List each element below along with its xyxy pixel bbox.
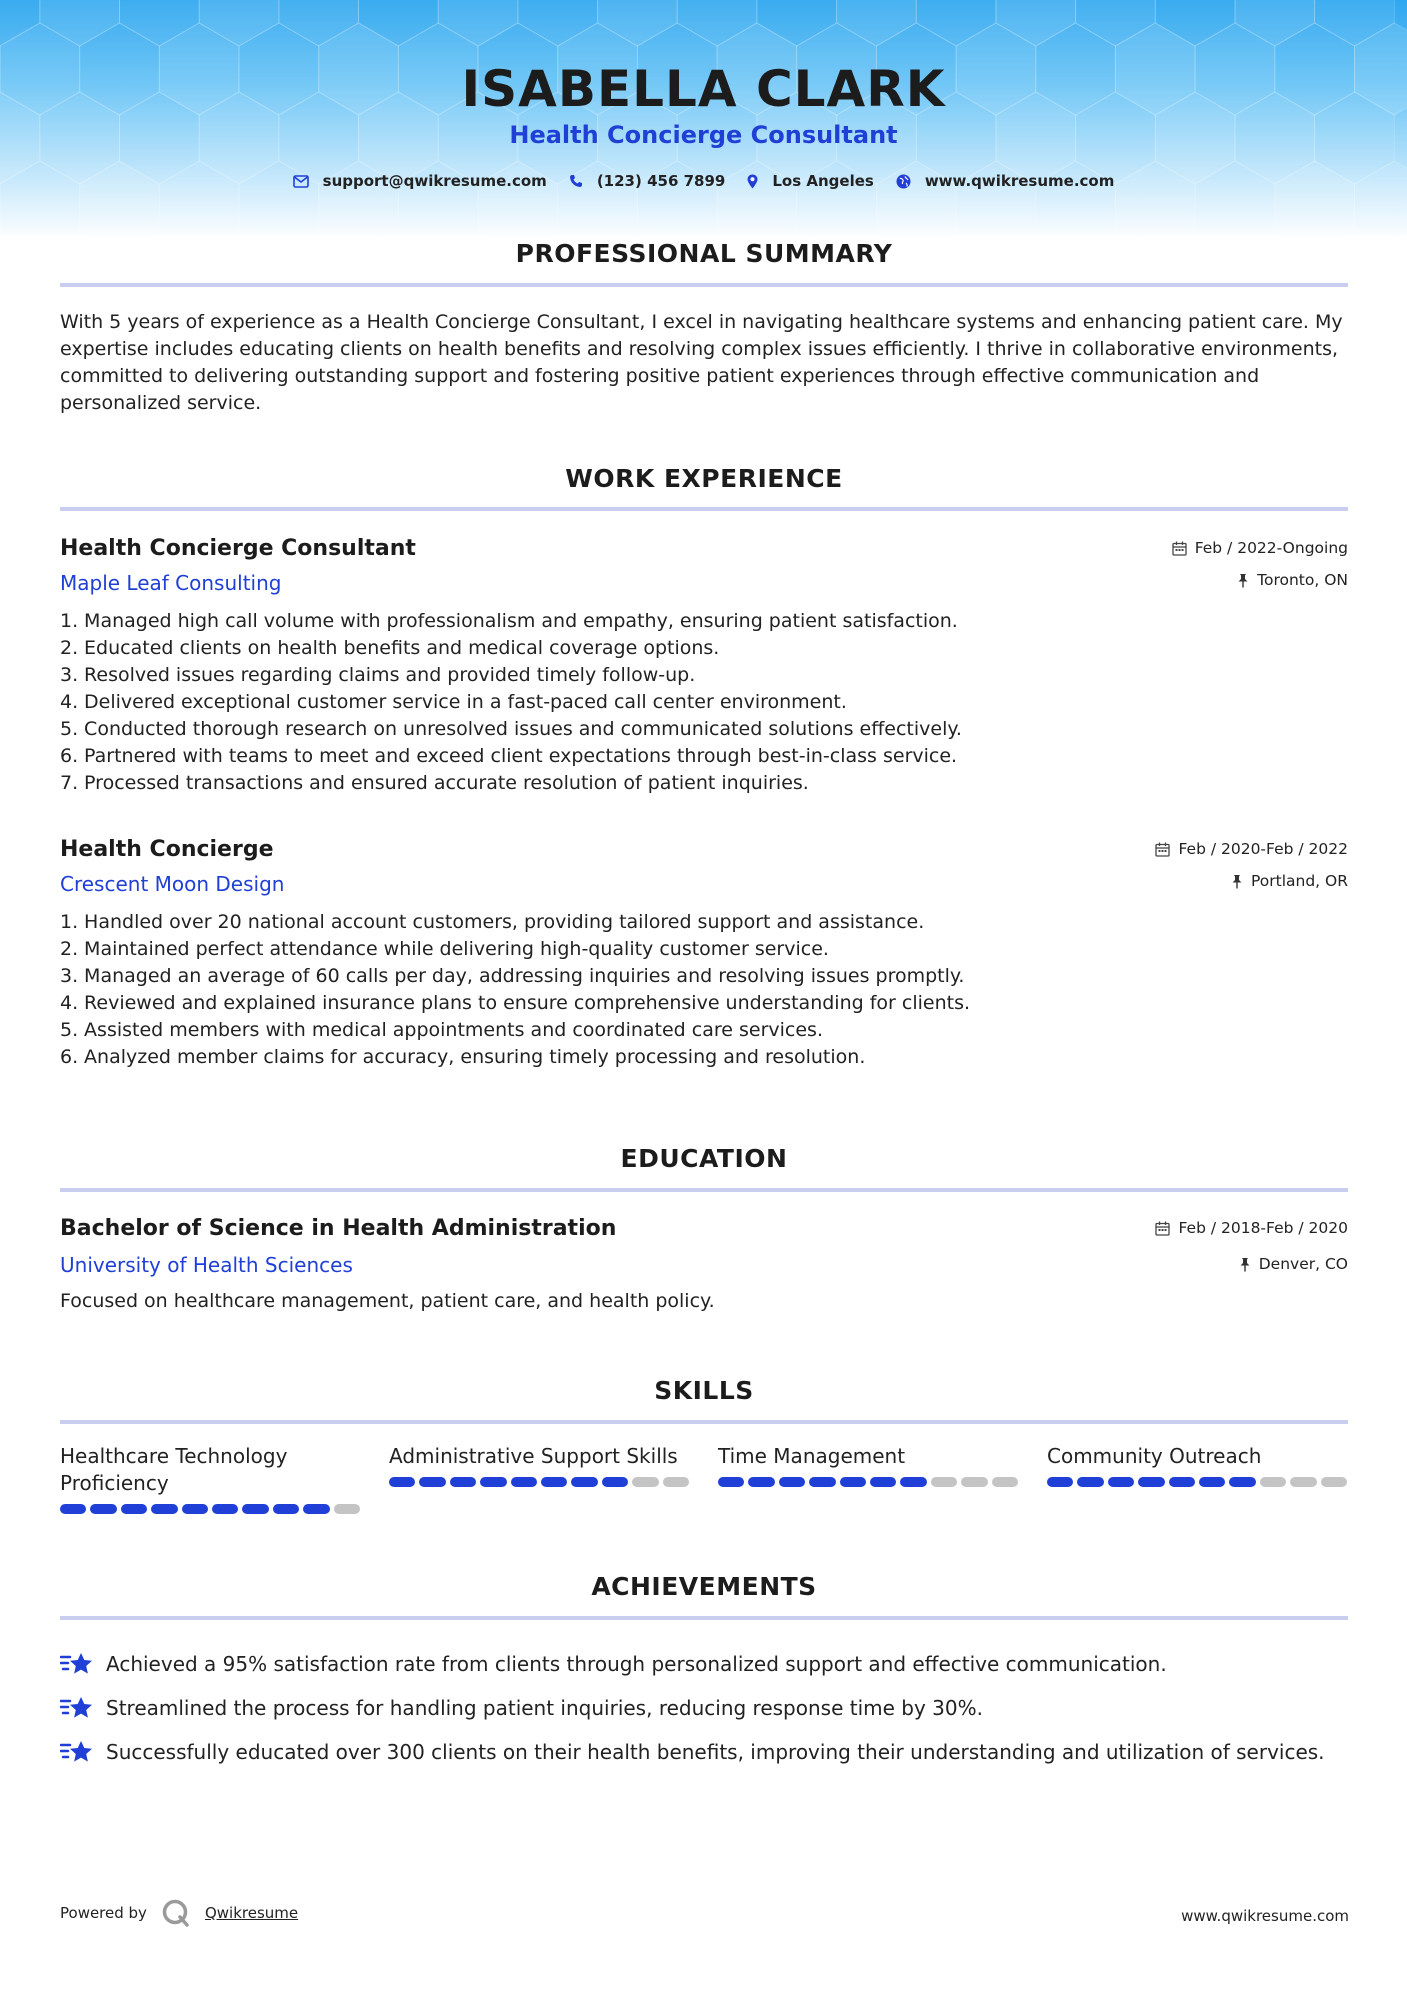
skill-segment-filled — [1077, 1477, 1103, 1487]
skill-name: Community Outreach — [1047, 1444, 1262, 1468]
header-background — [0, 0, 1407, 240]
list-item: 3. Managed an average of 60 calls per day, addressing inquiries and resolving issues promptly. — [60, 965, 965, 987]
footer-url[interactable]: www.qwikresume.com — [1181, 1907, 1349, 1925]
skill-level-bar — [389, 1477, 689, 1487]
summary-heading: PROFESSIONAL SUMMARY — [515, 239, 893, 268]
skill-segment-filled — [900, 1477, 926, 1487]
experience-divider — [60, 507, 1348, 511]
skill-segment-empty — [931, 1477, 957, 1487]
list-item: 4. Delivered exceptional customer service in a fast-paced call center environment. — [60, 691, 847, 713]
skill-segment-filled — [748, 1477, 774, 1487]
education-location-text: Denver, CO — [1258, 1255, 1348, 1273]
job-company: Crescent Moon Design — [60, 872, 285, 896]
job-meta — [1155, 833, 1348, 897]
job-entry — [60, 532, 1348, 797]
skill-segment-filled — [602, 1477, 628, 1487]
achievement-item — [60, 1730, 1350, 1774]
job-bullets — [60, 909, 1348, 1071]
pushpin-icon — [1239, 1257, 1251, 1272]
list-item: 1. Managed high call volume with professionalism and empathy, ensuring patient satisfaction. — [60, 610, 958, 632]
experience-heading: WORK EXPERIENCE — [565, 464, 843, 493]
job-dates — [1155, 833, 1348, 865]
job-location-text: Toronto, ON — [1257, 571, 1348, 589]
map-marker-icon — [747, 174, 758, 189]
skill-segment-empty — [632, 1477, 658, 1487]
achievement-text: Achieved a 95% satisfaction rate from clients through personalized support and effective communication. — [106, 1652, 1167, 1676]
achievements-divider — [60, 1616, 1348, 1620]
candidate-name: ISABELLA CLARK — [461, 60, 946, 118]
achievement-item — [60, 1642, 1350, 1686]
skill-segment-filled — [1229, 1477, 1255, 1487]
skill-segment-filled — [511, 1477, 537, 1487]
education-location — [1155, 1248, 1348, 1280]
skill-item — [718, 1443, 1018, 1514]
skill-level-bar — [1047, 1477, 1347, 1487]
skill-segment-filled — [389, 1477, 415, 1487]
star-icon — [60, 1738, 94, 1766]
calendar-icon — [1155, 842, 1170, 857]
skill-segment-filled — [870, 1477, 896, 1487]
skill-item — [60, 1443, 360, 1514]
skills-grid — [60, 1443, 1350, 1514]
brand-link[interactable]: Qwikresume — [204, 1904, 299, 1922]
skill-name: Administrative Support Skills — [389, 1444, 678, 1468]
job-dates — [1172, 532, 1348, 564]
summary-text: With 5 years of experience as a Health Concierge Consultant, I excel in navigating healthcare systems and enhancing patient care. My expertise includes educating clients on health benefits and resolving complex issues efficiently. I thrive in collaborative environments, committed to delivering outstanding support and fostering positive patient experiences through effective communication and personalized service. — [60, 311, 1343, 414]
location-text: Los Angeles — [772, 172, 874, 190]
skill-item — [389, 1443, 689, 1514]
skill-segment-empty — [334, 1504, 360, 1514]
job-dates-text: Feb / 2020-Feb / 2022 — [1178, 840, 1348, 858]
list-item: 5. Conducted thorough research on unresolved issues and communicated solutions effectively. — [60, 718, 962, 740]
star-icon — [60, 1650, 94, 1678]
powered-by-text: Powered by — [60, 1904, 147, 1922]
education-dates — [1155, 1212, 1348, 1244]
skills-divider — [60, 1420, 1348, 1424]
candidate-role: Health Concierge Consultant — [509, 121, 898, 149]
list-item: 6. Analyzed member claims for accuracy, ensuring timely processing and resolution. — [60, 1046, 866, 1068]
qwikresume-logo-icon — [161, 1898, 191, 1928]
education-dates-text: Feb / 2018-Feb / 2020 — [1178, 1219, 1348, 1237]
contact-phone[interactable] — [569, 172, 726, 190]
skill-segment-filled — [303, 1504, 329, 1514]
list-item: 2. Maintained perfect attendance while delivering high-quality customer service. — [60, 938, 829, 960]
school-name: University of Health Sciences — [60, 1253, 353, 1277]
calendar-icon — [1172, 541, 1187, 556]
contact-website[interactable] — [896, 172, 1115, 190]
phone-icon — [569, 174, 583, 188]
job-bullets — [60, 608, 1348, 797]
skill-segment-filled — [242, 1504, 268, 1514]
skill-segment-filled — [480, 1477, 506, 1487]
job-meta — [1172, 532, 1348, 596]
email-text: support@qwikresume.com — [322, 172, 547, 190]
star-icon — [60, 1694, 94, 1722]
skill-segment-filled — [541, 1477, 567, 1487]
skill-segment-filled — [1108, 1477, 1134, 1487]
envelope-icon — [293, 175, 309, 188]
list-item: 6. Partnered with teams to meet and exceed client expectations through best-in-class service. — [60, 745, 958, 767]
skill-segment-empty — [1260, 1477, 1286, 1487]
skills-heading: SKILLS — [654, 1376, 754, 1405]
skill-segment-empty — [1290, 1477, 1316, 1487]
skill-segment-filled — [1047, 1477, 1073, 1487]
list-item: 3. Resolved issues regarding claims and provided timely follow-up. — [60, 664, 696, 686]
skill-segment-filled — [182, 1504, 208, 1514]
skill-segment-filled — [809, 1477, 835, 1487]
skill-segment-filled — [419, 1477, 445, 1487]
skill-segment-filled — [1199, 1477, 1225, 1487]
skill-segment-filled — [151, 1504, 177, 1514]
job-title: Health Concierge — [60, 837, 274, 862]
skill-segment-filled — [571, 1477, 597, 1487]
phone-text: (123) 456 7899 — [596, 172, 726, 190]
job-company: Maple Leaf Consulting — [60, 571, 282, 595]
list-item: 1. Handled over 20 national account customers, providing tailored support and assistance. — [60, 911, 925, 933]
globe-icon — [896, 174, 911, 189]
calendar-icon — [1155, 1221, 1170, 1236]
pushpin-icon — [1237, 573, 1249, 588]
skill-segment-filled — [60, 1504, 86, 1514]
education-meta — [1155, 1212, 1348, 1280]
job-entry — [60, 833, 1348, 1071]
list-item: 7. Processed transactions and ensured accurate resolution of patient inquiries. — [60, 772, 809, 794]
degree-title: Bachelor of Science in Health Administration — [60, 1216, 617, 1241]
skill-item — [1047, 1443, 1347, 1514]
skill-segment-empty — [663, 1477, 689, 1487]
skill-level-bar — [60, 1504, 360, 1514]
achievements-heading: ACHIEVEMENTS — [591, 1572, 817, 1601]
skill-segment-filled — [90, 1504, 116, 1514]
job-location — [1172, 564, 1348, 596]
skill-segment-filled — [450, 1477, 476, 1487]
contact-location — [747, 172, 873, 190]
job-dates-text: Feb / 2022-Ongoing — [1194, 539, 1348, 557]
hexagon-pattern — [0, 0, 1407, 240]
skill-level-bar — [718, 1477, 1018, 1487]
list-item: 2. Educated clients on health benefits and medical coverage options. — [60, 637, 720, 659]
skill-name: Time Management — [718, 1444, 906, 1468]
skill-segment-filled — [1138, 1477, 1164, 1487]
education-description: Focused on healthcare management, patient care, and health policy. — [60, 1290, 715, 1312]
education-entry — [60, 1212, 1348, 1315]
achievement-item — [60, 1686, 1350, 1730]
job-location — [1155, 865, 1348, 897]
contact-bar — [0, 172, 1407, 190]
skill-segment-filled — [779, 1477, 805, 1487]
education-divider — [60, 1188, 1348, 1192]
skill-segment-filled — [212, 1504, 238, 1514]
skill-segment-empty — [992, 1477, 1018, 1487]
job-title: Health Concierge Consultant — [60, 536, 416, 561]
education-heading: EDUCATION — [620, 1144, 788, 1173]
skill-name: Healthcare Technology Proficiency — [60, 1444, 288, 1495]
skill-segment-filled — [840, 1477, 866, 1487]
skill-segment-filled — [273, 1504, 299, 1514]
list-item: 5. Assisted members with medical appointments and coordinated care services. — [60, 1019, 823, 1041]
skill-segment-filled — [718, 1477, 744, 1487]
footer-powered-by — [60, 1898, 298, 1928]
contact-email[interactable] — [293, 172, 547, 190]
skill-segment-empty — [961, 1477, 987, 1487]
achievements-list — [60, 1642, 1350, 1774]
achievement-text: Successfully educated over 300 clients on their health benefits, improving their understanding and utilization of services. — [106, 1740, 1325, 1764]
skill-segment-filled — [121, 1504, 147, 1514]
pushpin-icon — [1231, 874, 1243, 889]
achievement-text: Streamlined the process for handling patient inquiries, reducing response time by 30%. — [106, 1696, 983, 1720]
skill-segment-empty — [1321, 1477, 1347, 1487]
skill-segment-filled — [1169, 1477, 1195, 1487]
website-text: www.qwikresume.com — [924, 172, 1115, 190]
summary-divider — [60, 283, 1348, 287]
job-location-text: Portland, OR — [1250, 872, 1348, 890]
list-item: 4. Reviewed and explained insurance plans to ensure comprehensive understanding for clients. — [60, 992, 971, 1014]
